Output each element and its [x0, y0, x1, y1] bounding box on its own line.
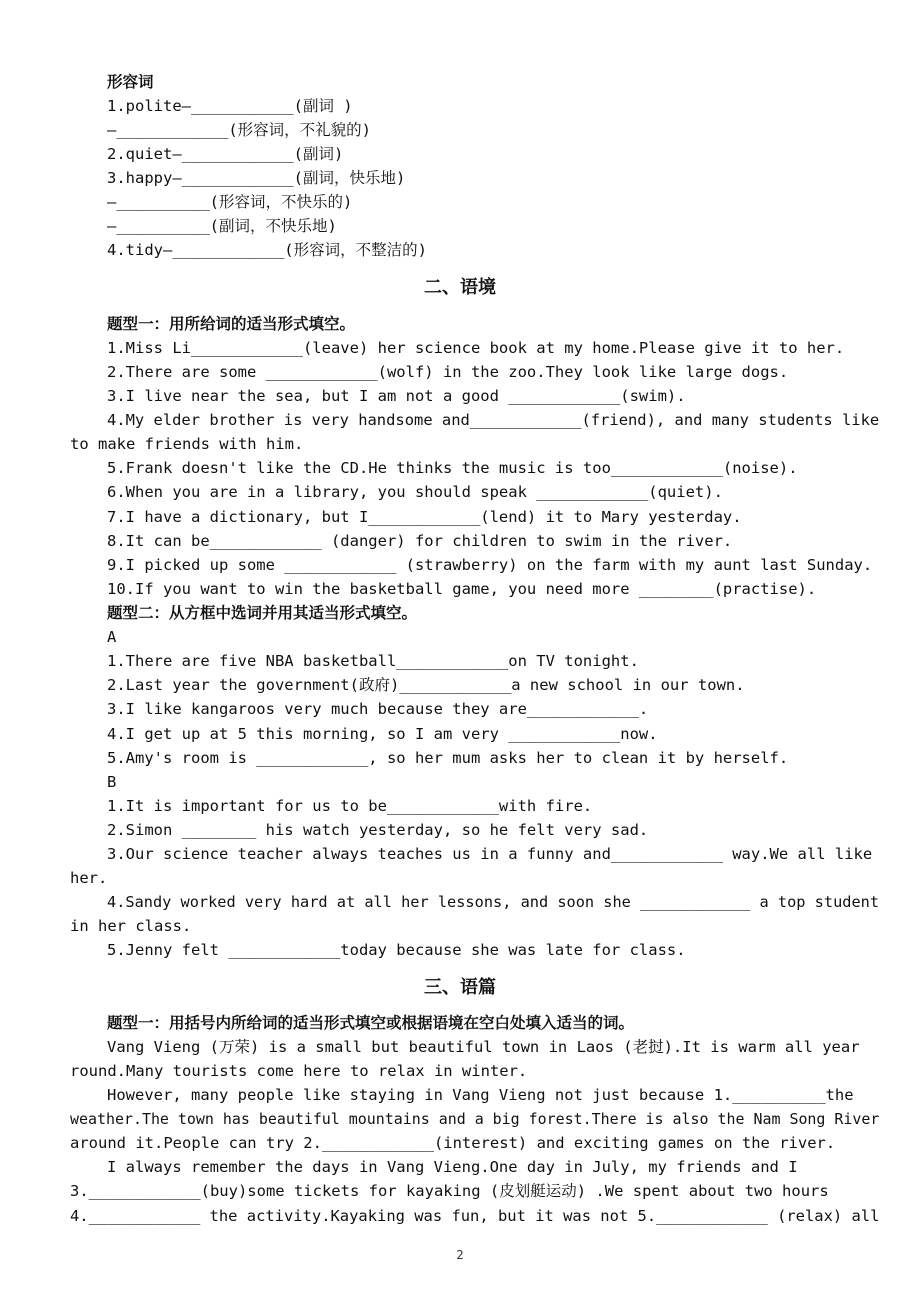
exercise-line: in her class.	[70, 917, 192, 935]
vocab-line: —__________(形容词，不快乐的)	[107, 193, 353, 211]
page-number: 2	[456, 1248, 464, 1262]
passage-line: round.Many tourists come here to relax in winter.	[70, 1062, 528, 1080]
exercise-line: to make friends with him.	[70, 435, 304, 453]
exercise-line: 3.Our science teacher always teaches us in a funny and____________ way.We all like	[107, 845, 873, 863]
exercise-type-title: 题型一：用所给词的适当形式填空。	[107, 315, 356, 333]
exercise-line: 8.It can be____________ (danger) for children to swim in the river.	[107, 532, 733, 550]
passage-line: weather.The town has beautiful mountains and a big forest.There is also the Nam Song River	[70, 1110, 880, 1128]
exercise-line: 1.Miss Li____________(leave) her science book at my home.Please give it to her.	[107, 339, 845, 357]
vocab-title: 形容词	[107, 73, 154, 91]
exercise-line: 6.When you are in a library, you should speak ____________(quiet).	[107, 483, 723, 501]
passage-line: 3.____________(buy)some tickets for kayaking (皮划艇运动) .We spent about two hours	[70, 1182, 829, 1200]
exercise-line: 2.Last year the government(政府)____________a new school in our town.	[107, 676, 745, 694]
exercise-line: 1.There are five NBA basketball____________on TV tonight.	[107, 652, 639, 670]
exercise-type-title: 题型一：用括号内所给词的适当形式填空或根据语境在空白处填入适当的词。	[107, 1014, 635, 1032]
exercise-line: 10.If you want to win the basketball game, you need more ________(practise).	[107, 580, 817, 598]
exercise-line: her.	[70, 869, 108, 887]
exercise-line: 4.Sandy worked very hard at all her lessons, and soon she ____________ a top student	[107, 893, 880, 911]
exercise-line: 5.Jenny felt ____________today because she was late for class.	[107, 941, 686, 959]
group-label: B	[107, 773, 117, 791]
exercise-line: 3.I like kangaroos very much because they are____________.	[107, 700, 649, 718]
passage-line: Vang Vieng (万荣) is a small but beautiful town in Laos (老挝).It is warm all year	[107, 1038, 860, 1056]
exercise-type-title: 题型二：从方框中选词并用其适当形式填空。	[107, 604, 418, 622]
section-heading: 二、语境	[424, 277, 496, 298]
passage-line: 4.____________ the activity.Kayaking was fun, but it was not 5.____________ (relax) all	[70, 1207, 880, 1225]
vocab-line: 1.polite—___________(副词 )	[107, 97, 353, 115]
exercise-line: 1.It is important for us to be____________with fire.	[107, 797, 593, 815]
exercise-line: 4.I get up at 5 this morning, so I am very ____________now.	[107, 725, 658, 743]
vocab-line: 3.happy—____________(副词，快乐地)	[107, 169, 406, 187]
vocab-line: —__________(副词，不快乐地)	[107, 217, 337, 235]
exercise-line: 9.I picked up some ____________ (strawberry) on the farm with my aunt last Sunday.	[107, 556, 873, 574]
exercise-line: 2.There are some ____________(wolf) in the zoo.They look like large dogs.	[107, 363, 789, 381]
passage-line: I always remember the days in Vang Vieng.One day in July, my friends and I	[107, 1158, 798, 1176]
vocab-line: 2.quiet—____________(副词)	[107, 145, 344, 163]
vocab-line: 4.tidy—____________(形容词，不整洁的)	[107, 241, 427, 259]
vocab-line: —____________(形容词，不礼貌的)	[107, 121, 371, 139]
exercise-line: 2.Simon ________ his watch yesterday, so he felt very sad.	[107, 821, 649, 839]
exercise-line: 7.I have a dictionary, but I____________(lend) it to Mary yesterday.	[107, 508, 742, 526]
passage-line: around it.People can try 2.____________(interest) and exciting games on the river.	[70, 1134, 836, 1152]
exercise-line: 5.Frank doesn't like the CD.He thinks the music is too____________(noise).	[107, 459, 798, 477]
passage-line: However, many people like staying in Vang Vieng not just because 1.__________the	[107, 1086, 854, 1104]
section-heading: 三、语篇	[424, 977, 496, 998]
exercise-line: 3.I live near the sea, but I am not a good ____________(swim).	[107, 387, 686, 405]
group-label: A	[107, 628, 117, 646]
exercise-line: 5.Amy's room is ____________, so her mum asks her to clean it by herself.	[107, 749, 789, 767]
exercise-line: 4.My elder brother is very handsome and____________(friend), and many students like	[107, 411, 880, 429]
